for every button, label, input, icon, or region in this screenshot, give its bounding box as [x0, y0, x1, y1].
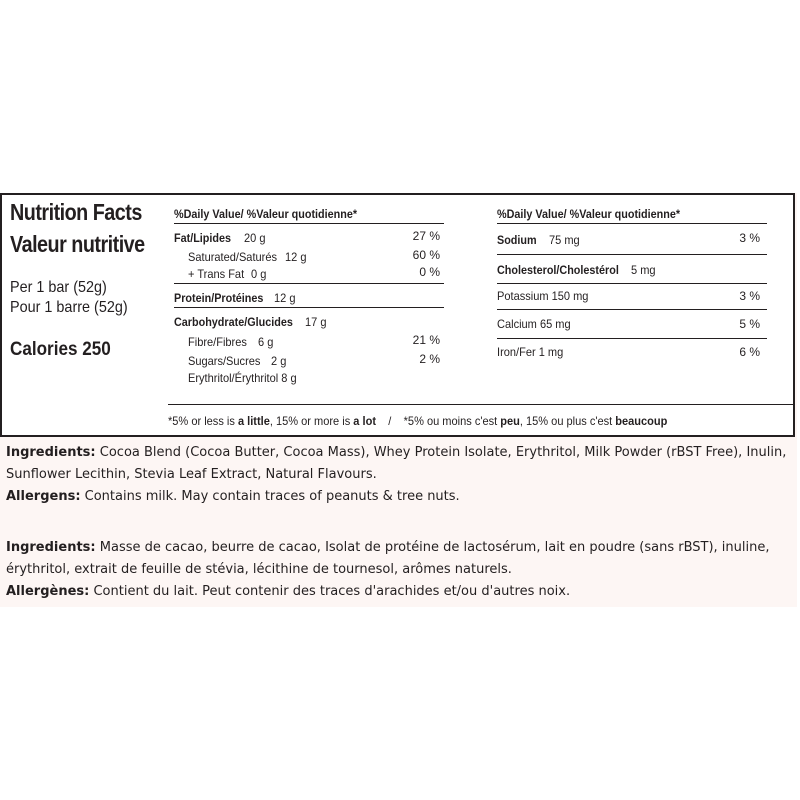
saturated-pct: 60 % — [412, 248, 440, 262]
fibre-row — [188, 333, 275, 351]
protein-amount: 12 g — [273, 291, 296, 305]
ingredients-en — [6, 442, 791, 486]
serving-size-fr: Pour 1 barre (52g) — [10, 299, 128, 316]
divider — [174, 223, 444, 224]
sugars-label: Sugars/Sucres — [188, 354, 261, 368]
trans-label: + Trans Fat — [188, 267, 245, 281]
trans-row — [188, 265, 268, 283]
serving-size-en: Per 1 bar (52g) — [10, 279, 107, 296]
footnote — [168, 414, 667, 428]
divider — [168, 404, 795, 405]
footnote-fr-3: , 15% ou plus c'est — [519, 414, 616, 428]
dv-header-left: %Daily Value/ %Valeur quotidienne* — [174, 207, 358, 221]
carbohydrate-row — [174, 313, 328, 331]
fibre-amount: 6 g — [258, 335, 274, 349]
divider — [497, 283, 767, 284]
calcium-pct: 5 % — [739, 317, 760, 331]
sodium-amount: 75 mg — [549, 233, 581, 247]
allergens-fr-label: Allergènes: — [6, 584, 90, 599]
saturated-amount: 12 g — [285, 250, 307, 264]
protein-label: Protein/Protéines — [174, 291, 264, 305]
sugars-pct: 2 % — [419, 352, 440, 366]
iron-row: Iron/Fer 1 mg — [497, 345, 564, 359]
sodium-pct: 3 % — [739, 231, 760, 245]
sugars-amount: 2 g — [271, 354, 287, 368]
footnote-fr-2: peu — [500, 414, 520, 428]
allergens-fr — [6, 581, 791, 603]
saturated-row — [188, 248, 309, 266]
allergens-en-text: Contains milk. May contain traces of peanuts & tree nuts. — [84, 489, 460, 504]
divider — [497, 254, 767, 255]
dv-header-right: %Daily Value/ %Valeur quotidienne* — [497, 207, 681, 221]
fibre-label: Fibre/Fibres — [188, 335, 247, 349]
potassium-pct: 3 % — [739, 289, 760, 303]
sugars-row — [188, 352, 288, 370]
allergens-en-label: Allergens: — [6, 489, 81, 504]
divider — [497, 223, 767, 224]
footnote-fr-4: beaucoup — [615, 414, 668, 428]
footnote-en-2: a little — [237, 414, 270, 428]
calcium-row: Calcium 65 mg — [497, 317, 571, 331]
fibre-pct: 21 % — [412, 333, 440, 347]
ingredients-en-label: Ingredients: — [6, 445, 96, 460]
cholesterol-amount: 5 mg — [630, 263, 656, 277]
sodium-label: Sodium — [497, 233, 537, 247]
iron-pct: 6 % — [739, 345, 760, 359]
calories: Calories 250 — [10, 339, 111, 360]
footnote-separator: / — [388, 414, 392, 428]
carbohydrate-label: Carbohydrate/Glucides — [174, 315, 293, 329]
divider — [174, 307, 444, 308]
allergens-fr-text: Contient du lait. Peut contenir des traces d'arachides et/ou d'autres noix. — [93, 584, 571, 599]
divider — [497, 338, 767, 339]
saturated-label: Saturated/Saturés — [188, 250, 277, 264]
ingredients-fr — [6, 537, 796, 581]
footnote-fr-1: *5% ou moins c'est — [403, 414, 501, 428]
potassium-row: Potassium 150 mg — [497, 289, 589, 303]
protein-row — [174, 289, 297, 307]
title-fr: Valeur nutritive — [10, 231, 145, 257]
fat-row — [174, 229, 267, 247]
divider — [497, 309, 767, 310]
footnote-en-4: a lot — [353, 414, 377, 428]
title-en: Nutrition Facts — [10, 199, 142, 225]
fat-amount: 20 g — [243, 231, 266, 245]
ingredients-fr-label: Ingredients: — [6, 540, 96, 555]
erythritol-row: Erythritol/Érythritol 8 g — [188, 371, 297, 385]
fat-label: Fat/Lipides — [174, 231, 232, 245]
trans-amount: 0 g — [251, 267, 267, 281]
cholesterol-label: Cholesterol/Cholestérol — [497, 263, 619, 277]
carbohydrate-amount: 17 g — [304, 315, 326, 329]
footnote-en-3: , 15% or more is — [269, 414, 354, 428]
divider — [174, 283, 444, 284]
footnote-en-1: *5% or less is — [168, 414, 238, 428]
ingredients-en-text: Cocoa Blend (Cocoa Butter, Cocoa Mass), Whey Protein Isolate, Erythritol, Milk Powder (rBST Free), Inulin, Sunflower Lecithin, Stevia Leaf Extract, Natural Flavours. — [6, 445, 787, 482]
trans-pct: 0 % — [419, 265, 440, 279]
allergens-en — [6, 486, 791, 508]
cholesterol-row — [497, 261, 658, 279]
fat-pct: 27 % — [412, 229, 440, 243]
ingredients-fr-text: Masse de cacao, beurre de cacao, Isolat de protéine de lactosérum, lait en poudre (sans rBST), inuline, érythritol, extrait de feuille de stévia, lécithine de tournesol, arômes naturels. — [6, 540, 770, 577]
sodium-row — [497, 231, 583, 249]
